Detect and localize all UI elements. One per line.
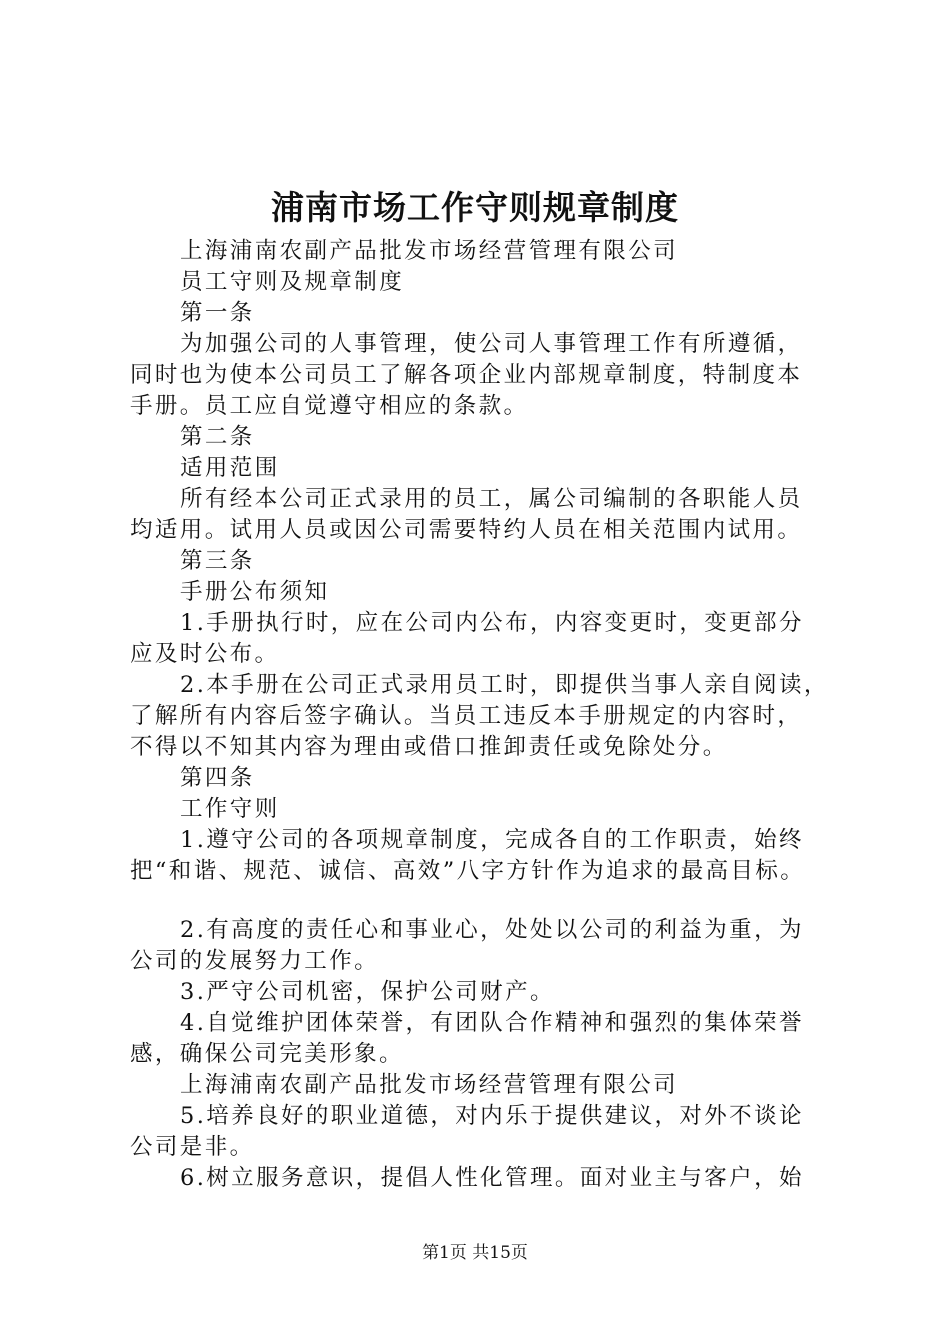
list-item-line: 公司是非。 <box>130 1134 255 1160</box>
section-heading: 工作守则 <box>180 796 280 822</box>
list-item-line: 公司的发展努力工作。 <box>130 948 380 974</box>
section-heading: 适用范围 <box>180 455 280 481</box>
paragraph-line: 均适用。试用人员或因公司需要特约人员在相关范围内试用。 <box>130 517 803 543</box>
paragraph-line: 同时也为使本公司员工了解各项企业内部规章制度，特制度本 <box>130 362 803 388</box>
list-item-line: 1.手册执行时，应在公司内公布，内容变更时，变更部分 <box>180 610 804 636</box>
paragraph-gap <box>130 887 840 915</box>
list-item-line: 应及时公布。 <box>130 641 280 667</box>
list-item-line: 1.遵守公司的各项规章制度，完成各自的工作职责，始终 <box>180 827 804 853</box>
list-item-line: 3.严守公司机密，保护公司财产。 <box>180 979 555 1005</box>
list-item-line: 把“和谐、规范、诚信、高效”八字方针作为追求的最高目标。 <box>130 858 806 884</box>
paragraph-line: 手册。员工应自觉遵守相应的条款。 <box>130 393 529 419</box>
company-name-line: 上海浦南农副产品批发市场经营管理有限公司 <box>180 238 679 264</box>
article-2-heading: 第二条 <box>180 424 255 450</box>
list-item-line: 6.树立服务意识，提倡人性化管理。面对业主与客户，始 <box>180 1165 804 1191</box>
paragraph-line: 所有经本公司正式录用的员工，属公司编制的各职能人员 <box>180 486 803 512</box>
list-item-line: 感，确保公司完美形象。 <box>130 1041 404 1067</box>
list-item-line: 4.自觉维护团体荣誉，有团队合作精神和强烈的集体荣誉 <box>180 1010 804 1036</box>
document-body <box>130 236 840 1194</box>
article-4-heading: 第四条 <box>180 765 255 791</box>
list-item-line: 5.培养良好的职业道德，对内乐于提供建议，对外不谈论 <box>180 1103 804 1129</box>
document-title: 浦南市场工作守则规章制度 <box>271 188 679 227</box>
article-3-heading: 第三条 <box>180 548 255 574</box>
page-number-footer: 第1页 共15页 <box>422 1243 528 1263</box>
list-item-line: 了解所有内容后签字确认。当员工违反本手册规定的内容时， <box>130 703 803 729</box>
company-name-line: 上海浦南农副产品批发市场经营管理有限公司 <box>180 1072 679 1098</box>
paragraph-line: 为加强公司的人事管理，使公司人事管理工作有所遵循， <box>180 331 803 357</box>
section-heading: 手册公布须知 <box>180 579 330 605</box>
list-item-line: 2.有高度的责任心和事业心，处处以公司的利益为重，为 <box>180 917 804 943</box>
list-item-line: 2.本手册在公司正式录用员工时，即提供当事人亲自阅读， <box>180 672 829 698</box>
article-1-heading: 第一条 <box>180 300 255 326</box>
rules-heading: 员工守则及规章制度 <box>180 269 405 295</box>
list-item-line: 不得以不知其内容为理由或借口推卸责任或免除处分。 <box>130 734 728 760</box>
